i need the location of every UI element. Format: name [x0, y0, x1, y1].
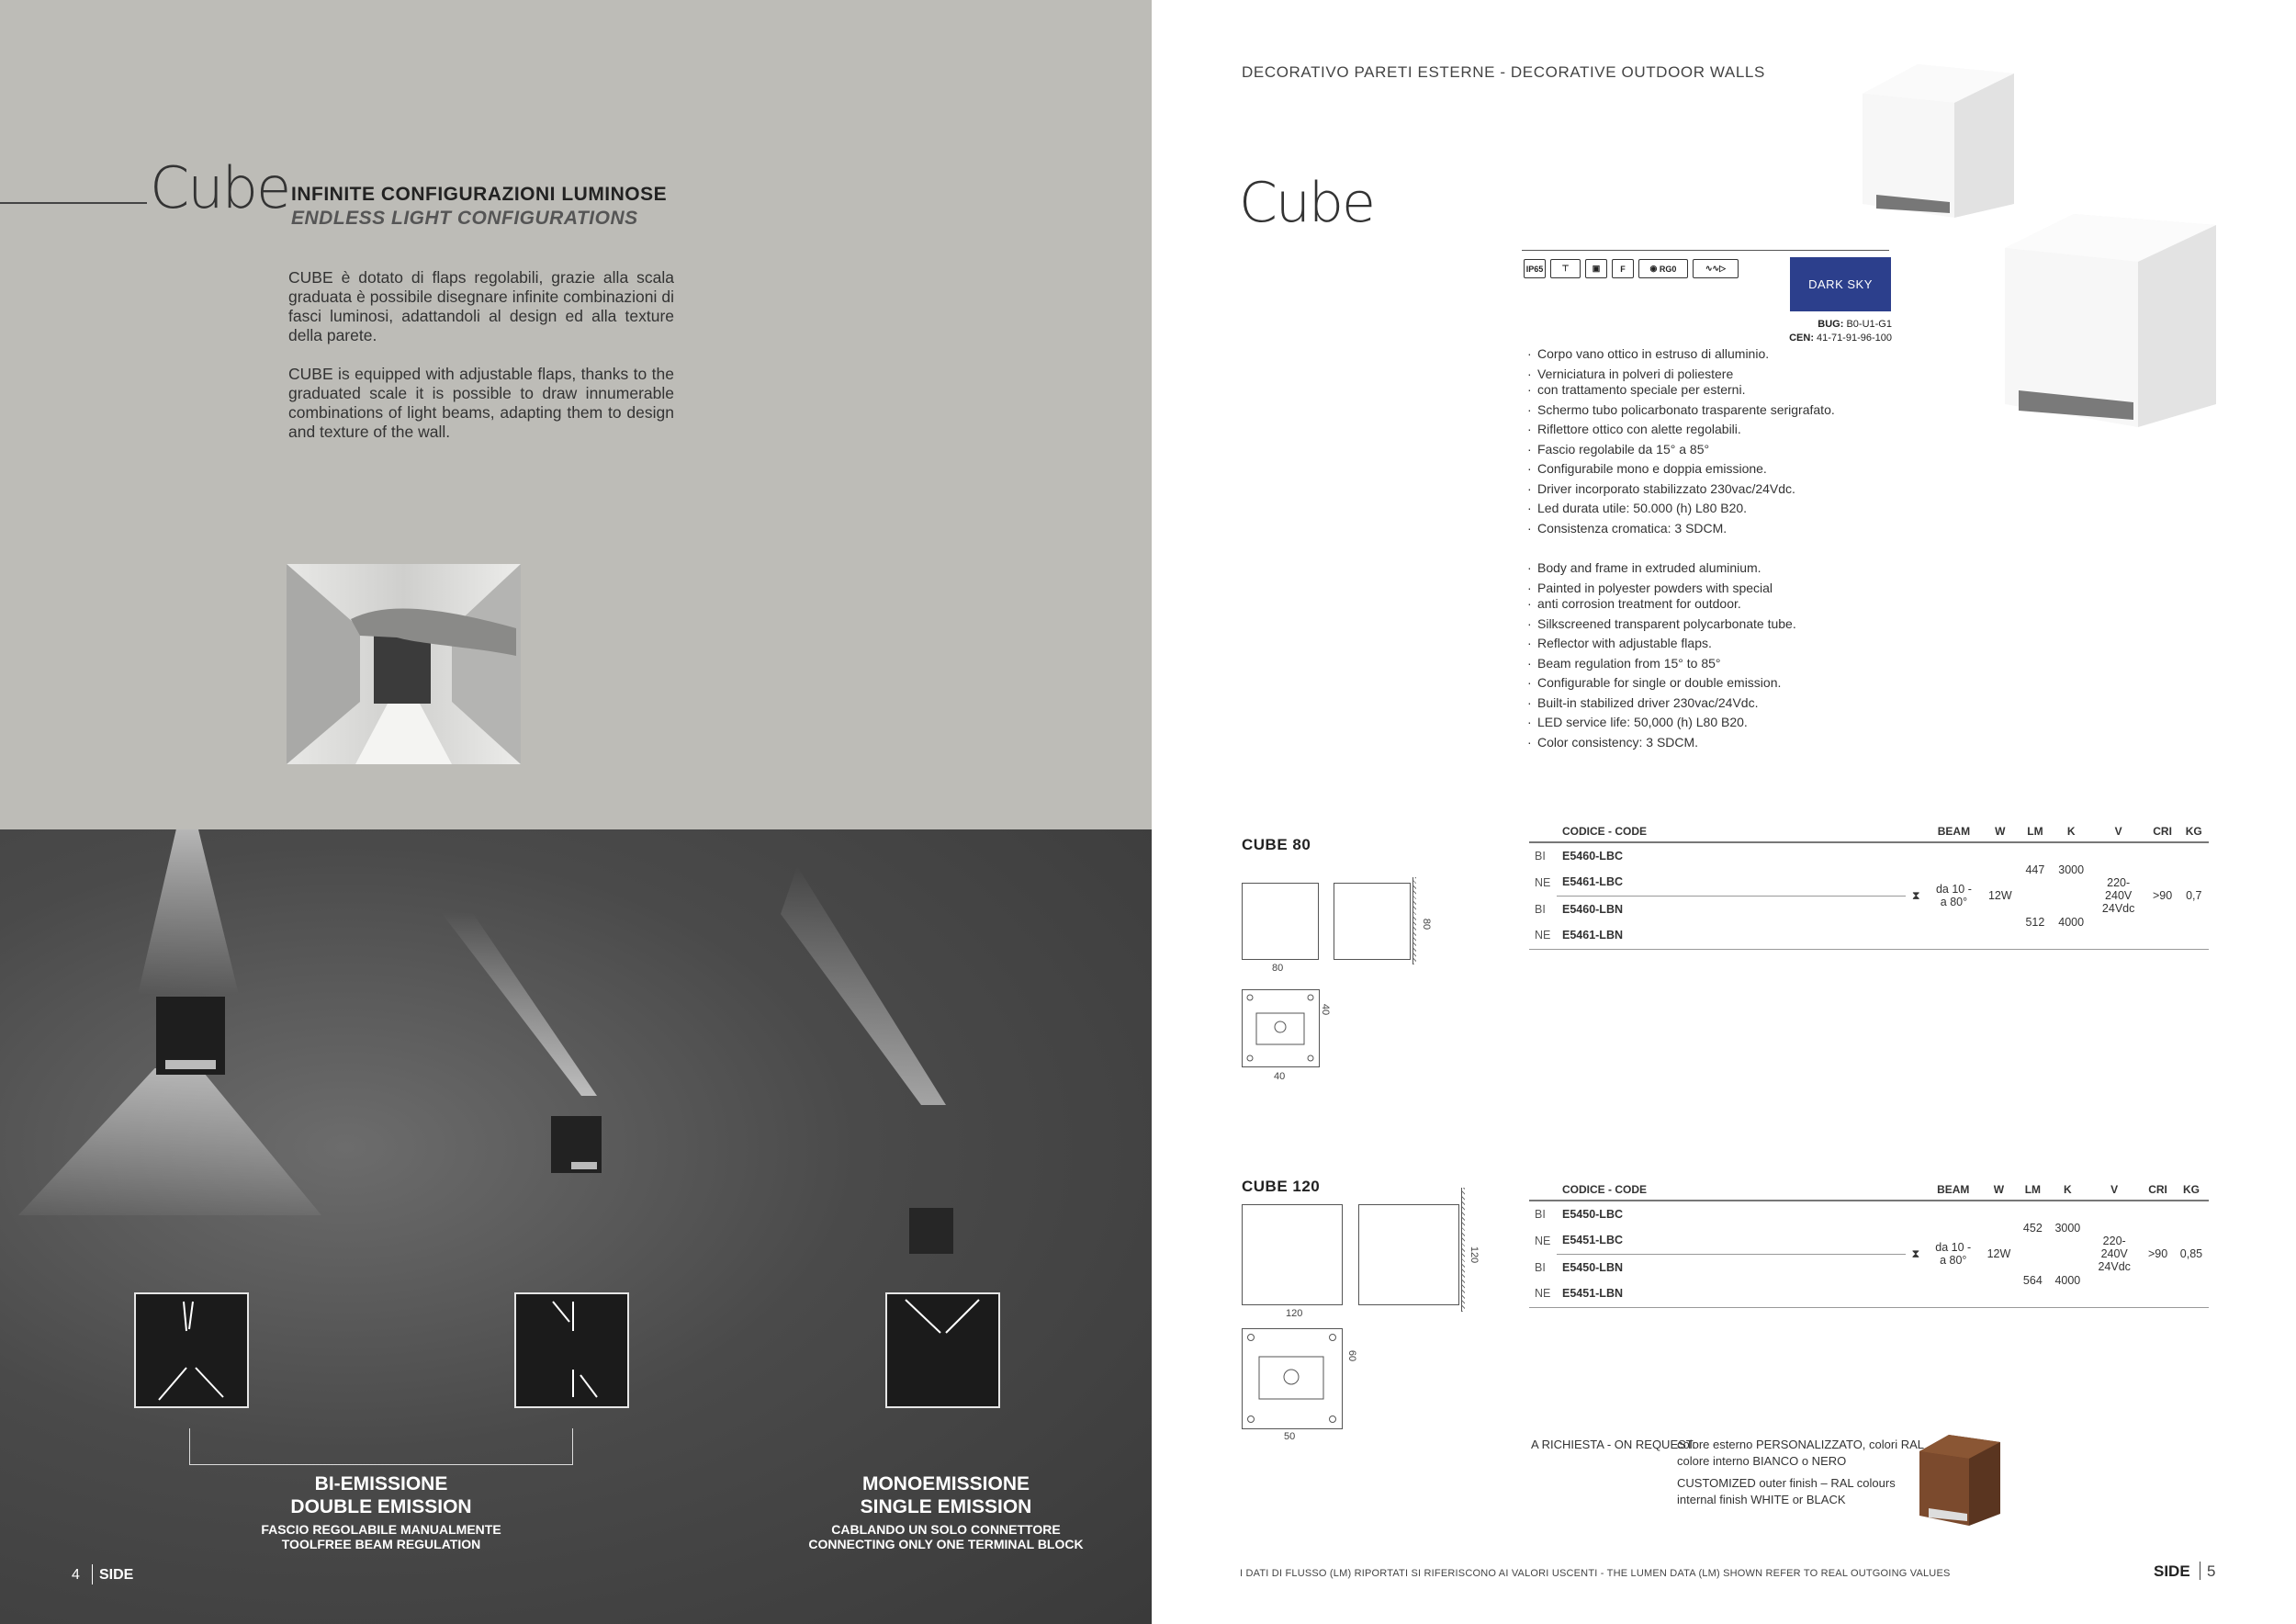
- cube120-dim-fix-h: 60: [1346, 1349, 1358, 1362]
- wall-light-3: [909, 1208, 953, 1254]
- product-render-large: [1991, 207, 2230, 432]
- page-number-right: 5: [2207, 1562, 2216, 1580]
- table-row: BI E5460-LBC ⧗ da 10 - a 80° 12W 447 3000 220-240V 24Vdc >90 0,7: [1529, 842, 2209, 869]
- cube80-dim-h: 80: [1421, 918, 1433, 930]
- bug-cen-info: BUG: B0-U1-G1 CEN: 41-71-91-96-100: [1789, 319, 1892, 344]
- bi-emission-title: BI-EMISSIONE DOUBLE EMISSION: [290, 1473, 472, 1517]
- specs-list-it: · Corpo vano ottico in estruso di alluminio. · Verniciatura in polveri di poliestere · con trattamento speciale per esterni. · Schermo tubo policarbonato trasparente serigrafato. · Riflettore ottico con alette regolabili. · Fascio regolabile da 15° a 85° · Configurabile mono e doppia emissione. · Driver incorporato stabilizzato 230vac/24Vdc. · Led durata utile: 50.000 (h) L80 B20. · Consistenza cromatica: 3 SDCM.: [1527, 344, 1835, 538]
- cube120-dim-fix-w: 50: [1284, 1431, 1296, 1442]
- cube80-fixing-drawing: [1242, 989, 1320, 1067]
- table-row: NE E5461-LBC: [1529, 869, 2209, 896]
- cube120-title: CUBE 120: [1242, 1178, 1321, 1195]
- dark-sky-badge: DARK SKY: [1790, 257, 1891, 311]
- table-row: BI E5450-LBN 564 4000: [1535, 1260, 2081, 1287]
- beam-icon: ⧗: [1911, 1246, 1920, 1260]
- brand-right: SIDE: [2154, 1562, 2190, 1580]
- wall-hatch: [1412, 877, 1416, 964]
- left-title: Cube: [150, 154, 290, 221]
- cube120-dim-h: 120: [1469, 1246, 1480, 1264]
- tagline-it: INFINITE CONFIGURAZIONI LUMINOSE: [291, 184, 668, 205]
- diagram-bracket: [189, 1428, 573, 1465]
- title-rule: [0, 202, 147, 204]
- request-text-en: CUSTOMIZED outer finish – RAL colours internal finish WHITE or BLACK: [1677, 1476, 1896, 1506]
- mono-emission-title: MONOEMISSIONE SINGLE EMISSION: [860, 1473, 1032, 1517]
- intro-paragraph-it: CUBE è dotato di flaps regolabili, grazie alla scala graduata è possibile disegnare infinite combinazioni di fasci luminosi, adattandoli al design ed alla texture della parete.: [288, 268, 674, 344]
- cube80-front-drawing: [1242, 883, 1319, 960]
- lumen-footnote: I DATI DI FLUSSO (LM) RIPORTATI SI RIFERISCONO AI VALORI USCENTI - THE LUMEN DATA (LM) SHOWN REFER TO REAL OUTGOING VALUES: [1240, 1568, 1951, 1579]
- page-number-left: 4: [72, 1567, 80, 1583]
- ip65-icon: IP65: [1524, 259, 1546, 278]
- wall-light-2: [551, 1116, 602, 1173]
- table-row: NE E5451-LBN: [1529, 1280, 2209, 1307]
- risk-group-icon: ◉ RG0: [1638, 259, 1688, 278]
- class-ii-icon: ▣: [1585, 259, 1607, 278]
- right-title: Cube: [1239, 171, 1374, 235]
- request-text-it: colore esterno PERSONALIZZATO, colori RAL colore interno BIANCO o NERO: [1677, 1438, 1925, 1468]
- cube80-dim-fix-w: 40: [1274, 1071, 1286, 1082]
- custom-color-render: [1912, 1431, 2006, 1528]
- icon-rule: [1522, 250, 1889, 251]
- wall-hatch: [1461, 1188, 1465, 1312]
- table-row: NE E5461-LBN: [1529, 922, 2209, 949]
- cube120-dim-w: 120: [1286, 1308, 1303, 1319]
- double-emission-diagram-2: [514, 1292, 629, 1408]
- table-row: BI E5460-LBN 512 4000: [1535, 902, 2085, 929]
- intro-paragraph-en: CUBE is equipped with adjustable flaps, thanks to the graduated scale it is possible to draw innumerable combinations of light beams, adapting them to design and texture of the wall.: [288, 365, 674, 441]
- request-label: A RICHIESTA - ON REQUEST:: [1531, 1438, 1695, 1451]
- cube80-side-drawing: [1334, 883, 1411, 960]
- product-render-small: [1853, 57, 2019, 218]
- double-emission-diagram-1: [134, 1292, 249, 1408]
- cube80-dim-w: 80: [1272, 963, 1284, 974]
- page-sep-left: [92, 1564, 93, 1585]
- cube120-front-drawing: [1242, 1204, 1343, 1305]
- hand-adjusting-photo: [287, 564, 521, 764]
- cube80-code-table: CODICE - CODE BEAM W LM K V CRI KG BI E5460-LBC ⧗ da 10 - a 80° 12W 447 3000 220-240V 24Vdc >90 0,7 NE E5461-LBC BI E5460-LBN 512 4000 NE E5461-LBN: [1529, 820, 2209, 950]
- flammability-icon: F: [1612, 259, 1634, 278]
- beam-icon: ⧗: [1911, 888, 1920, 902]
- cube120-fixing-drawing: [1242, 1328, 1343, 1429]
- bi-emission-subtitle: FASCIO REGOLABILE MANUALMENTE TOOLFREE BEAM REGULATION: [261, 1522, 501, 1551]
- specs-list-en: · Body and frame in extruded aluminium. · Painted in polyester powders with special · anti corrosion treatment for outdoor. · Silkscreened transparent polycarbonate tube. · Reflector with adjustable flaps. · Beam regulation from 15° to 85° · Configurable for single or double emission. · Built-in stabilized driver 230vac/24Vdc. · LED service life: 50,000 (h) L80 B20. · Color consistency: 3 SDCM.: [1527, 558, 1796, 752]
- table-row: BI E5450-LBC ⧗ da 10 - a 80° 12W 452 3000 220-240V 24Vdc >90 0,85: [1529, 1201, 2209, 1227]
- cube80-title: CUBE 80: [1242, 836, 1311, 853]
- tagline-en: ENDLESS LIGHT CONFIGURATIONS: [291, 208, 638, 229]
- section-header: DECORATIVO PARETI ESTERNE - DECORATIVE OUTDOOR WALLS: [1242, 63, 1765, 81]
- brand-left: SIDE: [99, 1567, 134, 1583]
- wall-light-1: [156, 997, 225, 1075]
- cube120-side-drawing: [1358, 1204, 1459, 1305]
- table-row: NE E5451-LBC: [1529, 1227, 2209, 1254]
- single-emission-diagram: [885, 1292, 1000, 1408]
- cube120-code-table: CODICE - CODE BEAM W LM K V CRI KG BI E5450-LBC ⧗ da 10 - a 80° 12W 452 3000 220-240V 24Vdc >90 0,85 NE E5451-LBC BI E5450-LBN 564 4000 NE E5451-LBN: [1529, 1179, 2209, 1308]
- temperature-icon: ⊤: [1550, 259, 1581, 278]
- mono-emission-subtitle: CABLANDO UN SOLO CONNETTORE CONNECTING ONLY ONE TERMINAL BLOCK: [808, 1522, 1084, 1551]
- driver-icon: ∿∿▷: [1693, 259, 1739, 278]
- cube80-dim-fix-h: 40: [1320, 1003, 1332, 1016]
